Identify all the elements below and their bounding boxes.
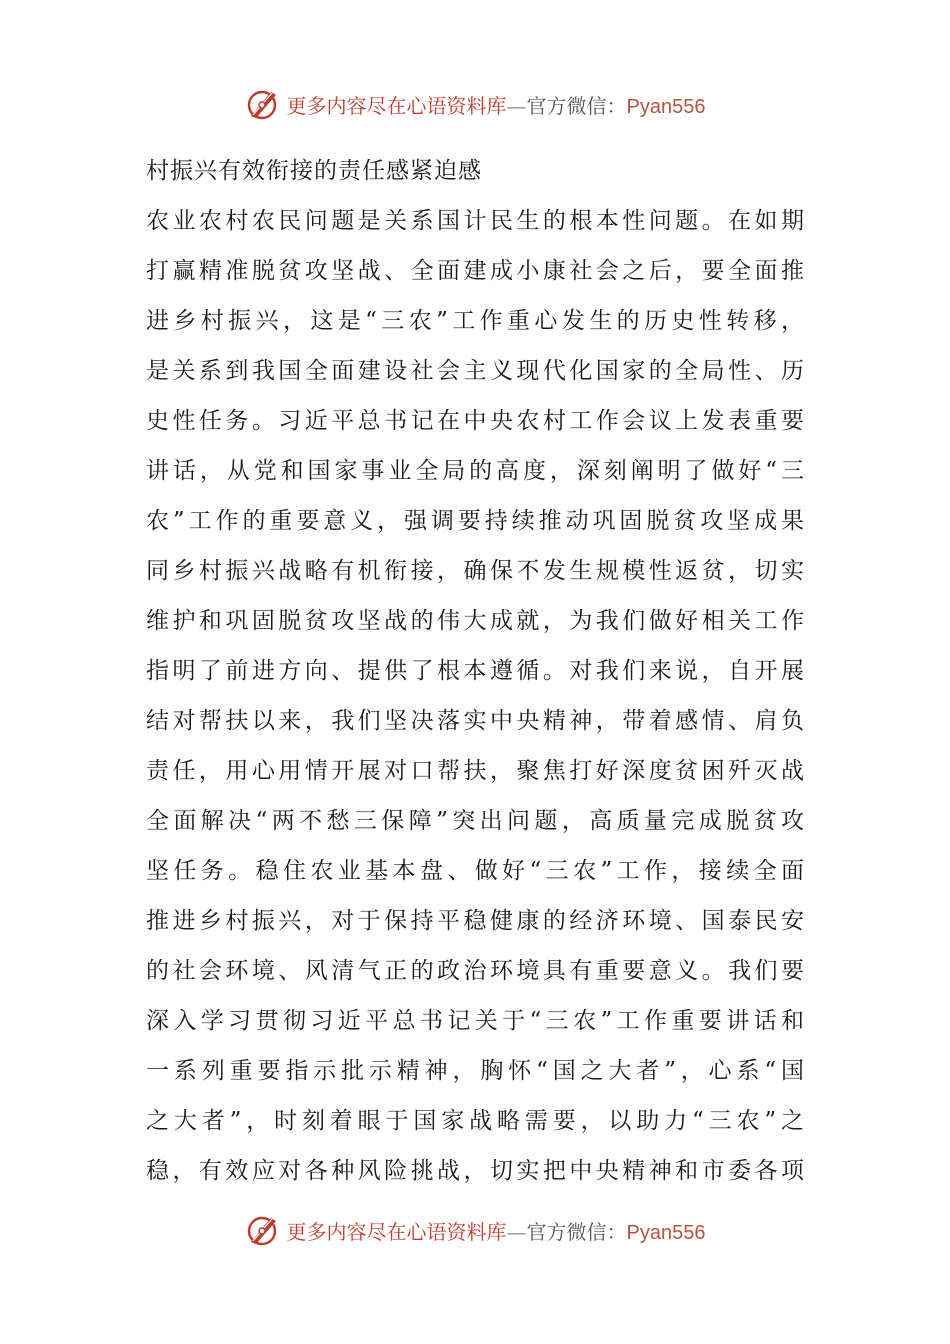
paragraph-line: 史性任务。习近平总书记在中央农村工作会议上发表重要 [146, 408, 806, 434]
paragraph-line: 推进乡村振兴，对于保持平稳健康的经济环境、国泰民安 [146, 908, 806, 934]
paragraph-line: 打赢精准脱贫攻坚战、全面建成小康社会之后，要全面推 [146, 258, 806, 284]
paragraph-line: 进乡村振兴，这是“三农”工作重心发生的历史性转移， [146, 308, 806, 334]
footer-dash: — [506, 1219, 527, 1244]
paragraph-line: 责任，用心用情开展对口帮扶，聚焦打好深度贫困歼灭战 [146, 758, 806, 784]
paragraph-line: 维护和巩固脱贫攻坚战的伟大成就，为我们做好相关工作 [146, 608, 806, 634]
paragraph-line: 农”工作的重要意义，强调要持续推动巩固脱贫攻坚成果 [146, 508, 806, 534]
pen-circle-logo-icon [245, 1212, 281, 1248]
paragraph-line: 稳，有效应对各种风险挑战，切实把中央精神和市委各项 [146, 1158, 806, 1184]
header-official-label: 官方微信： [526, 93, 627, 118]
footer-brand: 更多内容尽在心语资料库 [286, 1219, 507, 1244]
paragraph-line: 全面解决“两不愁三保障”突出问题，高质量完成脱贫攻 [146, 808, 806, 834]
paragraph-line: 讲话，从党和国家事业全局的高度，深刻阐明了做好“三 [146, 458, 806, 484]
pen-circle-logo-icon [245, 86, 281, 122]
footer-banner [0, 1208, 950, 1252]
paragraph-line: 农业农村农民问题是关系国计民生的根本性问题。在如期 [146, 208, 806, 234]
paragraph-line: 深入学习贯彻习近平总书记关于“三农”工作重要讲话和 [146, 1008, 806, 1034]
footer-banner-text [287, 1216, 706, 1245]
paragraph-line: 坚任务。稳住农业基本盘、做好“三农”工作，接续全面 [146, 858, 806, 884]
document-body [146, 146, 806, 1196]
header-banner-text [287, 90, 706, 119]
paragraph-line: 的社会环境、风清气正的政治环境具有重要意义。我们要 [146, 958, 806, 984]
paragraph-line: 之大者”，时刻着眼于国家战略需要，以助力“三农”之 [146, 1108, 806, 1134]
paragraph-line: 同乡村振兴战略有机衔接，确保不发生规模性返贫，切实 [146, 558, 806, 584]
footer-official-label: 官方微信： [526, 1219, 627, 1244]
header-brand: 更多内容尽在心语资料库 [286, 93, 507, 118]
header-banner [0, 82, 950, 126]
header-wechat-id: Pyan556 [626, 95, 706, 118]
paragraph-line: 指明了前进方向、提供了根本遵循。对我们来说，自开展 [146, 658, 806, 684]
header-dash: — [506, 93, 527, 118]
paragraph-line: 结对帮扶以来，我们坚决落实中央精神，带着感情、肩负 [146, 708, 806, 734]
paragraph-line: 一系列重要指示批示精神，胸怀“国之大者”，心系“国 [146, 1058, 806, 1084]
heading-continuation: 村振兴有效衔接的责任感紧迫感 [146, 158, 482, 184]
paragraph-line: 是关系到我国全面建设社会主义现代化国家的全局性、历 [146, 358, 806, 384]
footer-wechat-id: Pyan556 [626, 1221, 706, 1244]
